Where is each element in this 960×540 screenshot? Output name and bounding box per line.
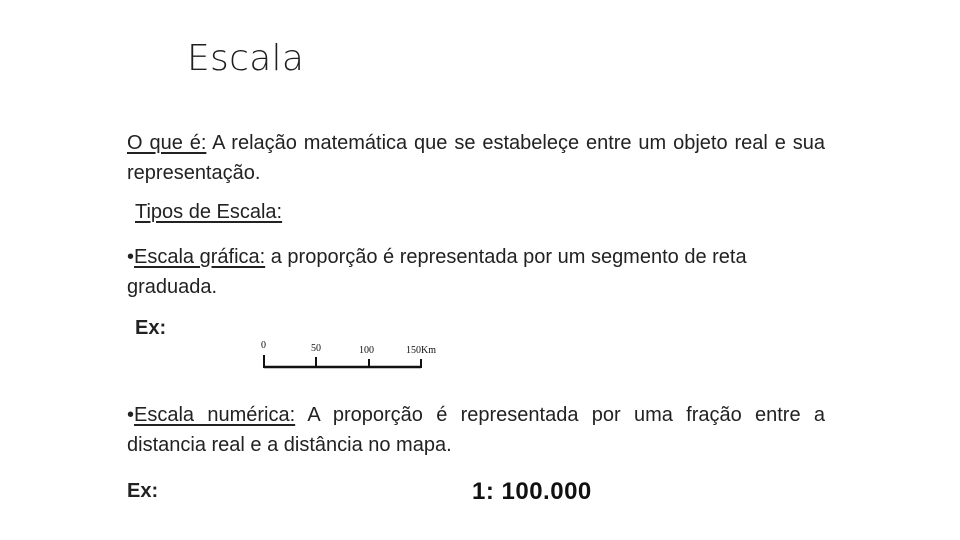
graphic-scale-text: a proporção é representada por um segmento de reta graduada.: [127, 246, 747, 298]
definition-term: O que é:: [127, 132, 207, 154]
numeric-scale-text: A proporção é representada por uma fração entre a distancia real e a distância no mapa.: [127, 404, 826, 456]
graphic-scale-bar: [255, 338, 455, 374]
numeric-scale-paragraph: [127, 400, 825, 460]
types-heading: Tipos de Escala:: [135, 201, 283, 223]
numeric-scale-term: Escala numérica:: [134, 404, 296, 426]
scale-tick-label-50: 50: [311, 343, 321, 354]
graphic-scale-term: Escala gráfica:: [134, 246, 266, 268]
bullet: •: [127, 404, 135, 426]
scale-tick-label-100: 100: [359, 345, 374, 356]
bullet: •: [127, 246, 135, 268]
example-label-numeric: Ex:: [127, 480, 159, 502]
definition-paragraph: [127, 128, 825, 188]
scale-tick-label-0: 0: [261, 340, 266, 351]
example-label-graphic: Ex:: [135, 317, 167, 339]
definition-text: A relação matemática que se estabeleçe entre um objeto real e sua representação.: [127, 132, 825, 184]
scale-tick-label-150km: 150Km: [406, 345, 436, 356]
numeric-scale-example: 1: 100.000: [472, 478, 592, 505]
graphic-scale-paragraph: [127, 242, 825, 302]
slide-title: Escala: [187, 38, 305, 79]
